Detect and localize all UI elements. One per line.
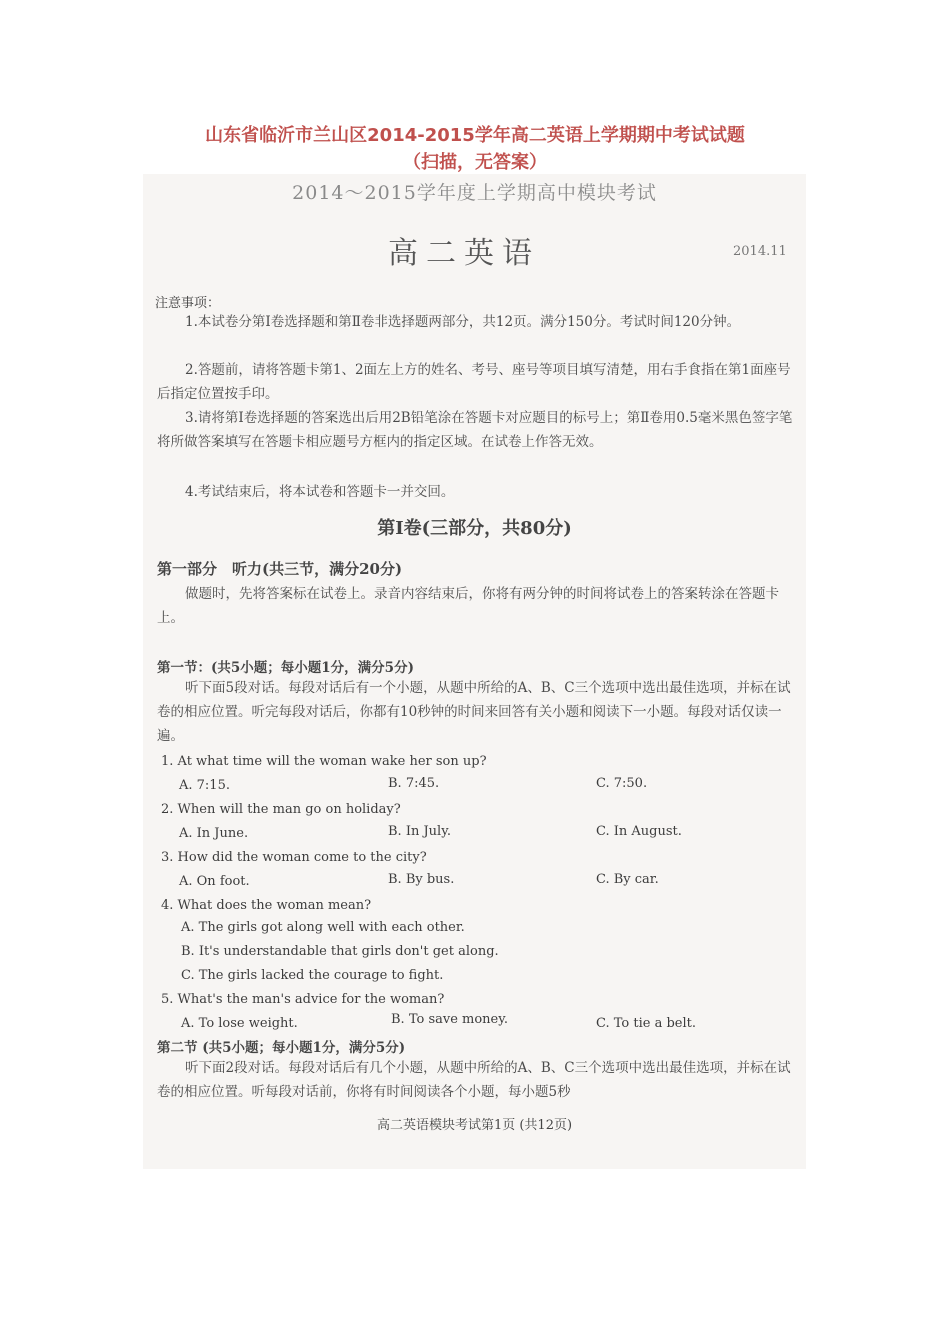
q4-option-b: B. It's understandable that girls don't get along. [181, 944, 499, 959]
document-title-line2: （扫描，无答案） [403, 152, 547, 173]
q4-option-c: C. The girls lacked the courage to fight. [181, 968, 444, 983]
part1-description: 做题时，先将答案标在试卷上。录音内容结束后，你将有两分钟的时间将试卷上的答案转涂在答题卡上。 [157, 586, 779, 626]
q5-option-a: A. To lose weight. [181, 1016, 298, 1031]
q5-option-c: C. To tie a belt. [596, 1016, 696, 1031]
q3-option-c: C. By car. [596, 872, 659, 887]
document-title-line1: 山东省临沂市兰山区2014-2015学年高二英语上学期期中考试试题 [205, 125, 745, 146]
q2-option-b: B. In July. [388, 824, 451, 839]
section1-title: 第一节：(共5小题；每小题1分，满分5分) [157, 660, 414, 676]
roll-title: 第Ⅰ卷(三部分，共80分) [377, 518, 572, 539]
notes-title: 注意事项： [155, 296, 221, 311]
q1-option-c: C. 7:50. [596, 776, 648, 791]
q1-option-a: A. 7:15. [179, 778, 230, 793]
exam-header: 2014～2015学年度上学期高中模块考试 [292, 182, 657, 204]
document-title [0, 122, 950, 176]
q3-option-b: B. By bus. [388, 872, 455, 887]
note-2: 2.答题前，请将答题卡第1、2面左上方的姓名、考号、座号等项目填写清楚，用右手食指在第1面座号后指定位置按手印。 [157, 362, 791, 402]
section2-description: 听下面2段对话。每段对话后有几个小题，从题中所给的A、B、C三个选项中选出最佳选项，并标在试卷的相应位置。听每段对话前，你将有时间阅读各个小题，每小题5秒 [157, 1060, 791, 1100]
page-footer: 高二英语模块考试第1页 (共12页) [376, 1118, 573, 1133]
note-3: 3.请将第Ⅰ卷选择题的答案选出后用2B铅笔涂在答题卡对应题目的标号上；第Ⅱ卷用0.5毫米黑色签字笔将所做答案填写在答题卡相应题号方框内的指定区域。在试卷上作答无效。 [157, 410, 793, 450]
question-5: 5. What's the man's advice for the woman? [161, 992, 445, 1007]
question-3: 3. How did the woman come to the city? [161, 850, 427, 865]
q4-option-a: A. The girls got along well with each other. [181, 920, 465, 935]
section2-title: 第二节 (共5小题；每小题1分，满分5分) [157, 1040, 406, 1056]
question-4: 4. What does the woman mean? [161, 898, 372, 913]
question-2: 2. When will the man go on holiday? [161, 802, 401, 817]
exam-date: 2014.11 [733, 244, 787, 259]
section1-description: 听下面5段对话。每段对话后有一个小题，从题中所给的A、B、C三个选项中选出最佳选项，并标在试卷的相应位置。听完每段对话后，你都有10秒钟的时间来回答有关小题和阅读下一小题。每段对话仅读一遍。 [157, 680, 791, 744]
note-4: 4.考试结束后，将本试卷和答题卡一并交回。 [185, 484, 455, 500]
scanned-exam-page [143, 174, 806, 1169]
q1-option-b: B. 7:45. [388, 776, 440, 791]
note-1: 1.本试卷分第Ⅰ卷选择题和第Ⅱ卷非选择题两部分，共12页。满分150分。考试时间120分钟。 [185, 314, 741, 330]
q2-option-c: C. In August. [596, 824, 682, 839]
part1-title: 第一部分 听力(共三节，满分20分) [157, 560, 403, 578]
question-1: 1. At what time will the woman wake her son up? [161, 754, 487, 769]
q5-option-b: B. To save money. [391, 1012, 508, 1027]
q3-option-a: A. On foot. [179, 874, 250, 889]
q2-option-a: A. In June. [179, 826, 249, 841]
exam-subject: 高二英语 [388, 236, 540, 271]
